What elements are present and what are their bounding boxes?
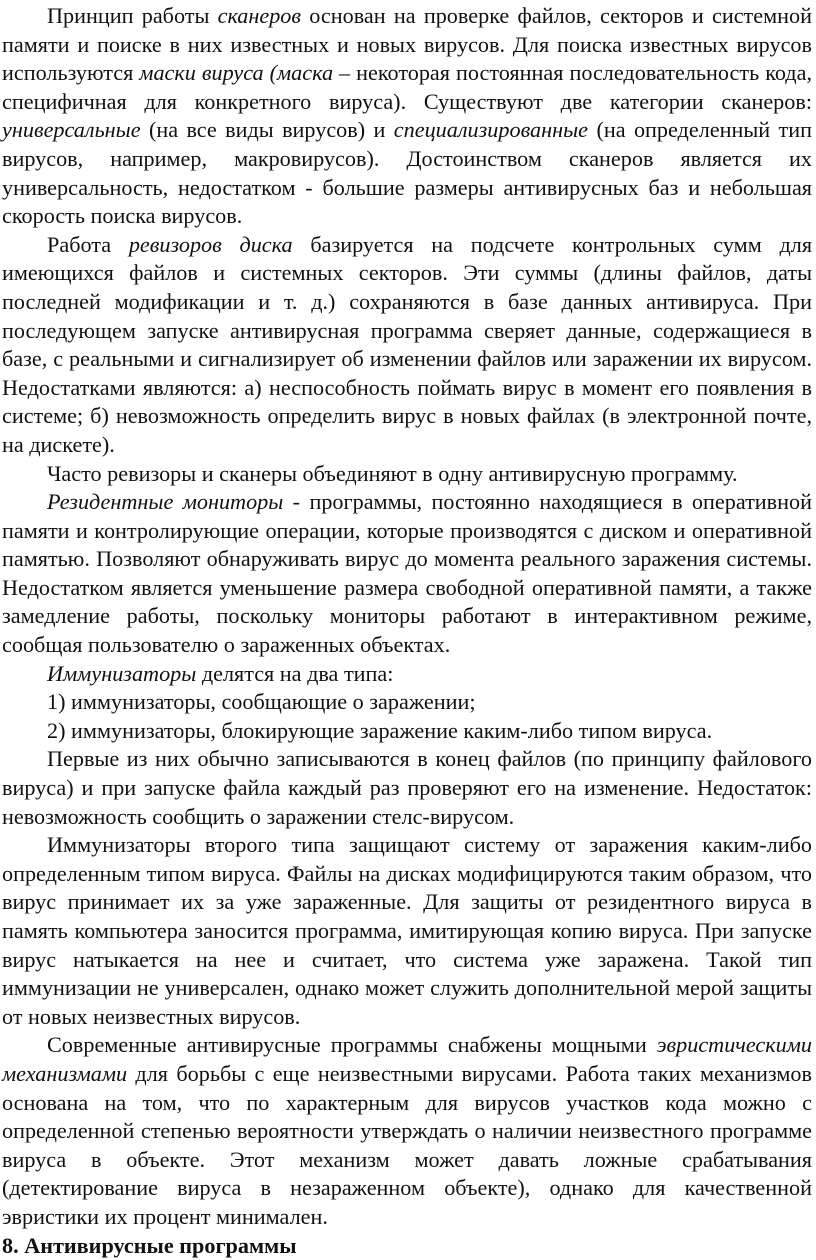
term-heuristic-mechanisms: эвристическими механизмами bbox=[2, 1032, 812, 1086]
text-segment: Принцип работы bbox=[47, 3, 218, 28]
list-item-immunizers-1 bbox=[2, 688, 812, 717]
term-universal: универсальные bbox=[2, 117, 141, 143]
text-segment: Современные антивирусные программы снабжены мощными bbox=[47, 1032, 657, 1058]
text-segment: (на все виды вирусов) и bbox=[140, 117, 394, 143]
paragraph-resident-monitors bbox=[2, 488, 812, 660]
paragraph-scanners bbox=[2, 2, 812, 231]
text-segment: делятся на два типа: bbox=[196, 660, 394, 686]
text-segment: Часто ревизоры и сканеры объединяют в одну антивирусную программу. bbox=[47, 460, 738, 486]
text-segment: - программы, постоянно находящиеся в оперативной памяти и контролирующие операции, которые производятся с диском и оперативной памятью. Позволяют обнаруживать вирус до момента реального заражения системы. Недостатком является уменьшение размера свободной оперативной памяти, а также замедление работы, поскольку мониторы работают в интерактивном режиме, сообщая пользователю о зараженных объектах. bbox=[2, 489, 812, 658]
term-disk-auditors: ревизоров диска bbox=[128, 231, 293, 257]
paragraph-first-type bbox=[2, 745, 812, 831]
paragraph-immunizers-intro bbox=[2, 660, 812, 689]
text-segment: (на определенный тип вирусов, например, макровирусов). Достоинством сканеров является их универсальность, недостатком - большие размеры антивирусных баз и небольшая скорость поиска вирусов. bbox=[2, 117, 812, 229]
text-segment: основан на проверке файлов, секторов и системной памяти и поиске в них известных и новых вирусов. Для поиска известных вирусов используются bbox=[2, 3, 812, 86]
term-virus-mask: маски вируса (маска bbox=[139, 60, 334, 86]
term-specialized: специализированные bbox=[393, 117, 589, 143]
term-scanners: сканеров bbox=[217, 3, 302, 28]
text-segment: 1) иммунизаторы, сообщающие о заражении; bbox=[47, 689, 476, 715]
text-segment: 2) иммунизаторы, блокирующие заражение каким-либо типом вируса. bbox=[47, 717, 713, 743]
text-segment: Первые из них обычно записываются в конец файлов (по принципу файлового вируса) и при запуске файла каждый раз проверяют его на изменение. Недостаток: невозможность сообщить о заражении стелс-вирусом. bbox=[2, 746, 812, 829]
text-segment: Работа bbox=[47, 231, 129, 257]
paragraph-disk-auditors bbox=[2, 231, 812, 460]
text-segment: Иммунизаторы второго типа защищают систему от заражения каким-либо определенным типом вируса. Файлы на дисках модифицируются таким образом, что вирус принимает их за уже зараженные. Для защиты от резидентного вируса в память компьютера заносится программа, имитирующая копию вируса. При запуске вирус натыкается на нее и считает, что система уже заражена. Такой тип иммунизации не универсален, однако может служить дополнительной мерой защиты от новых неизвестных вирусов. bbox=[2, 832, 812, 1029]
text-segment: – некоторая постоянная последовательность кода, специфичная для конкретного вируса). Существуют две категории сканеров: bbox=[2, 60, 812, 114]
term-immunizers: Иммунизаторы bbox=[47, 660, 197, 686]
text-segment: базируется на подсчете контрольных сумм для имеющихся файлов и системных секторов. Эти суммы (длины файлов, даты последней модификации и т. д.) сохраняются в базе данных антивируса. При последующем запуске антивирусная программа сверяет данные, содержащиеся в базе, с реальными и сигнализирует об изменении файлов или заражении их вирусом. Недостатками являются: а) неспособность поймать вирус в момент его появления в системе; б) невозможность определить вирус в новых файлах (в электронной почте, на дискете). bbox=[2, 231, 813, 457]
text-segment: для борьбы с еще неизвестными вирусами. Работа таких механизмов основана на том, что по характерным для вирусов участков кода можно с определенной степенью вероятности утверждать о наличии неизвестного программе вируса в объекте. Этот механизм может давать ложные срабатывания (детектирование вируса в незараженном объекте), однако для качественной эвристики их процент минимален. bbox=[2, 1060, 812, 1229]
term-resident-monitors: Резидентные мониторы bbox=[47, 489, 284, 515]
paragraph-combined bbox=[2, 460, 812, 489]
paragraph-second-type bbox=[2, 831, 812, 1031]
list-item-immunizers-2 bbox=[2, 717, 812, 746]
paragraph-heuristics bbox=[2, 1031, 812, 1231]
section-heading: 8. Антивирусные программы bbox=[2, 1232, 297, 1258]
